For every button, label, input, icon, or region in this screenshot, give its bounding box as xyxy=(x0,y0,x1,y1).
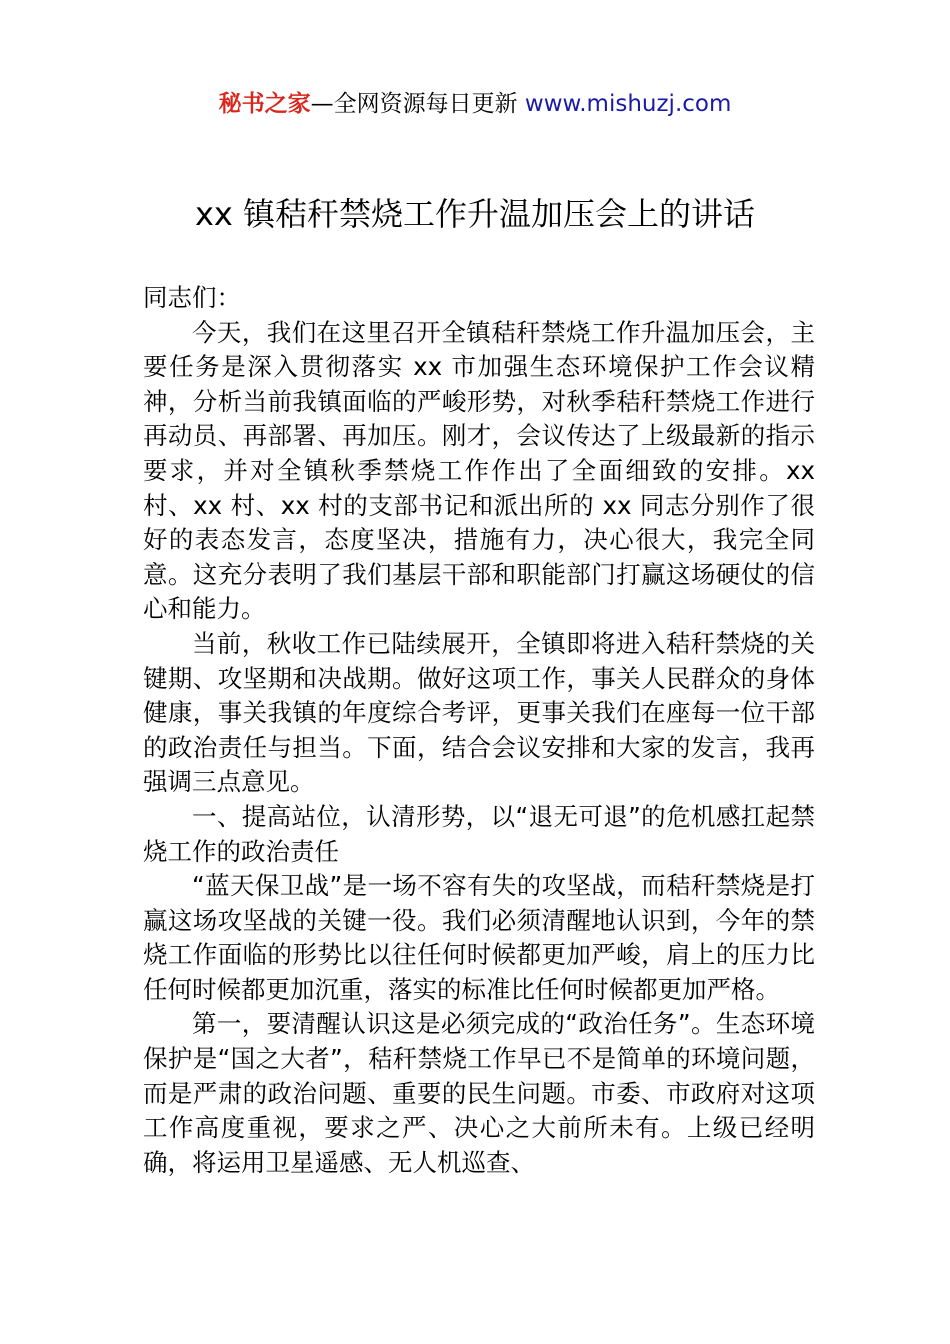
salutation: 同志们： xyxy=(143,283,241,312)
paragraph: 第一，要清醒认识这是必须完成的“政治任务”。生态环境保护是“国之大者”，秸秆禁烧工作早已不是简单的环境问题，而是严肃的政治问题、重要的民生问题。市委、市政府对这项工作高度重视，要求之严、决心之大前所未有。上级已经明确，将运用卫星遥感、无人机巡查、 xyxy=(143,1009,815,1177)
section-heading: 一、提高站位，认清形势，以“退无可退”的危机感扛起禁烧工作的政治责任 xyxy=(143,801,815,866)
paragraph: 今天，我们在这里召开全镇秸秆禁烧工作升温加压会，主要任务是深入贯彻落实 xx 市加强生态环境保护工作会议精神，分析当前我镇面临的严峻形势，对秋季秸秆禁烧工作进行再动员、再部署、再加压。刚才，会议传达了上级最新的指示要求，并对全镇秋季禁烧工作作出了全面细致的安排。xx 村、xx 村、xx 村的支部书记和派出所的 xx 同志分别作了很好的表态发言，态度坚决，措施有力，决心很大，我完全同意。这充分表明了我们基层干部和职能部门打赢这场硬仗的信心和能力。 xyxy=(143,317,815,624)
paragraph: 当前，秋收工作已陆续展开，全镇即将进入秸秆禁烧的关键期、攻坚期和决战期。做好这项工作，事关人民群众的身体健康，事关我镇的年度综合考评，更事关我们在座每一位干部的政治责任与担当。下面，结合会议安排和大家的发言，我再强调三点意见。 xyxy=(143,628,815,797)
site-tagline: —全网资源每日更新 xyxy=(310,91,525,117)
site-brand: 秘书之家 xyxy=(218,91,311,117)
paragraph: “蓝天保卫战”是一场不容有失的攻坚战，而秸秆禁烧是打赢这场攻坚战的关键一役。我们必须清醒地认识到，今年的禁烧工作面临的形势比以往任何时候都更加严峻，肩上的压力比任何时候都更加沉重，落实的标准比任何时候都更加严格。 xyxy=(143,871,815,1004)
document-title: xx 镇秸秆禁烧工作升温加压会上的讲话 xyxy=(194,195,756,233)
site-header xyxy=(0,86,950,122)
site-url-link[interactable]: www.mishuzj.com xyxy=(524,91,732,117)
document-body xyxy=(143,281,815,1180)
